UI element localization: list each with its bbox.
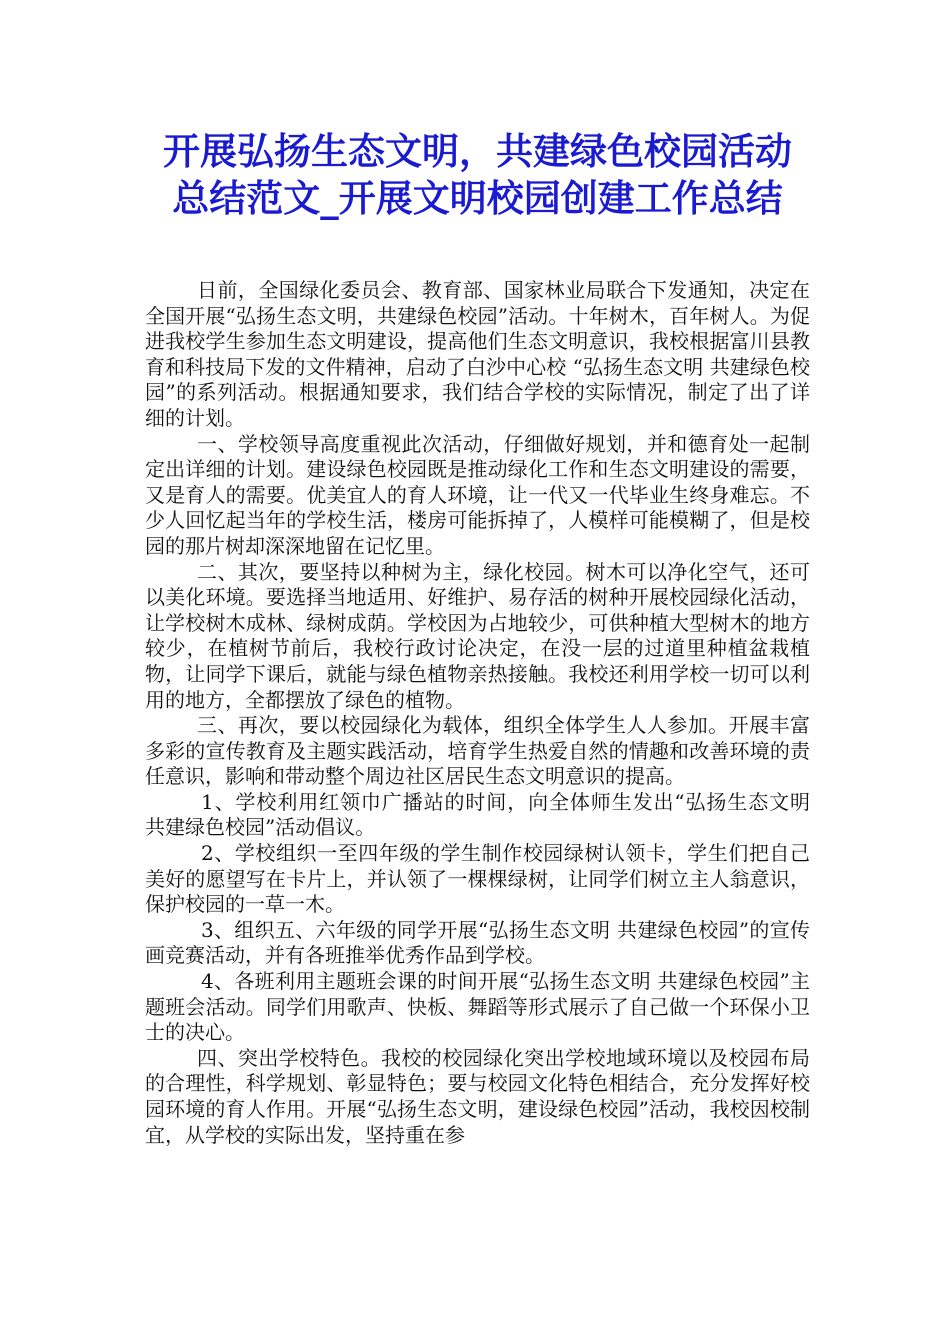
document-page <box>145 128 810 1148</box>
paragraph-section-3: 三、再次，要以校园绿化为载体，组织全体学生人人参加。开展丰富多彩的宣传教育及主题实践活动，培育学生热爱自然的情趣和改善环境的责任意识，影响和带动整个周边社区居民生态文明意识的提高。 <box>145 713 810 789</box>
paragraph-section-4: 四、突出学校特色。我校的校园绿化突出学校地域环境以及校园布局的合理性，科学规划、彰显特色；要与校园文化特色相结合，充分发挥好校园环境的育人作用。开展“弘扬生态文明，建设绿色校园”活动，我校因校制宜，从学校的实际出发，坚持重在参 <box>145 1045 810 1147</box>
list-item-1: 1、学校利用红领巾广播站的时间，向全体师生发出“弘扬生态文明 共建绿色校园”活动倡议。 <box>145 789 810 840</box>
document-title: 开展弘扬生态文明，共建绿色校园活动总结范文_开展文明校园创建工作总结 <box>163 130 792 220</box>
list-item-3: 3、组织五、六年级的同学开展“弘扬生态文明 共建绿色校园”的宣传画竞赛活动，并有各班推举优秀作品到学校。 <box>145 917 810 968</box>
paragraph-intro: 日前，全国绿化委员会、教育部、国家林业局联合下发通知，决定在全国开展“弘扬生态文明，共建绿色校园”活动。十年树木，百年树人。为促进我校学生参加生态文明建设，提高他们生态文明意识，我校根据富川县教育和科技局下发的文件精神，启动了白沙中心校 “弘扬生态文明 共建绿色校园”的系列活动。根据通知要求，我们结合学校的实际情况，制定了出了详细的计划。 <box>145 278 810 430</box>
document-body <box>145 278 810 1148</box>
paragraph-section-1: 一、学校领导高度重视此次活动，仔细做好规划，并和德育处一起制定出详细的计划。建设绿色校园既是推动绿化工作和生态文明建设的需要，又是育人的需要。优美宜人的育人环境，让一代又一代毕业生终身难忘。不少人回忆起当年的学校生活，楼房可能拆掉了，人模样可能模糊了，但是校园的那片树却深深地留在记忆里。 <box>145 431 810 558</box>
list-item-4: 4、各班利用主题班会课的时间开展“弘扬生态文明 共建绿色校园”主题班会活动。同学们用歌声、快板、舞蹈等形式展示了自己做一个环保小卫士的决心。 <box>145 969 810 1045</box>
list-item-2: 2、学校组织一至四年级的学生制作校园绿树认领卡，学生们把自己美好的愿望写在卡片上，并认领了一棵棵绿树，让同学们树立主人翁意识，保护校园的一草一木。 <box>145 841 810 917</box>
paragraph-section-2: 二、其次，要坚持以种树为主，绿化校园。树木可以净化空气，还可以美化环境。要选择当地适用、好维护、易存活的树种开展校园绿化活动，让学校树木成林、绿树成荫。学校因为占地较少，可供种植大型树木的地方较少，在植树节前后，我校行政讨论决定，在没一层的过道里种植盆栽植物，让同学下课后，就能与绿色植物亲热接触。我校还利用学校一切可以利用的地方，全都摆放了绿色的植物。 <box>145 559 810 712</box>
